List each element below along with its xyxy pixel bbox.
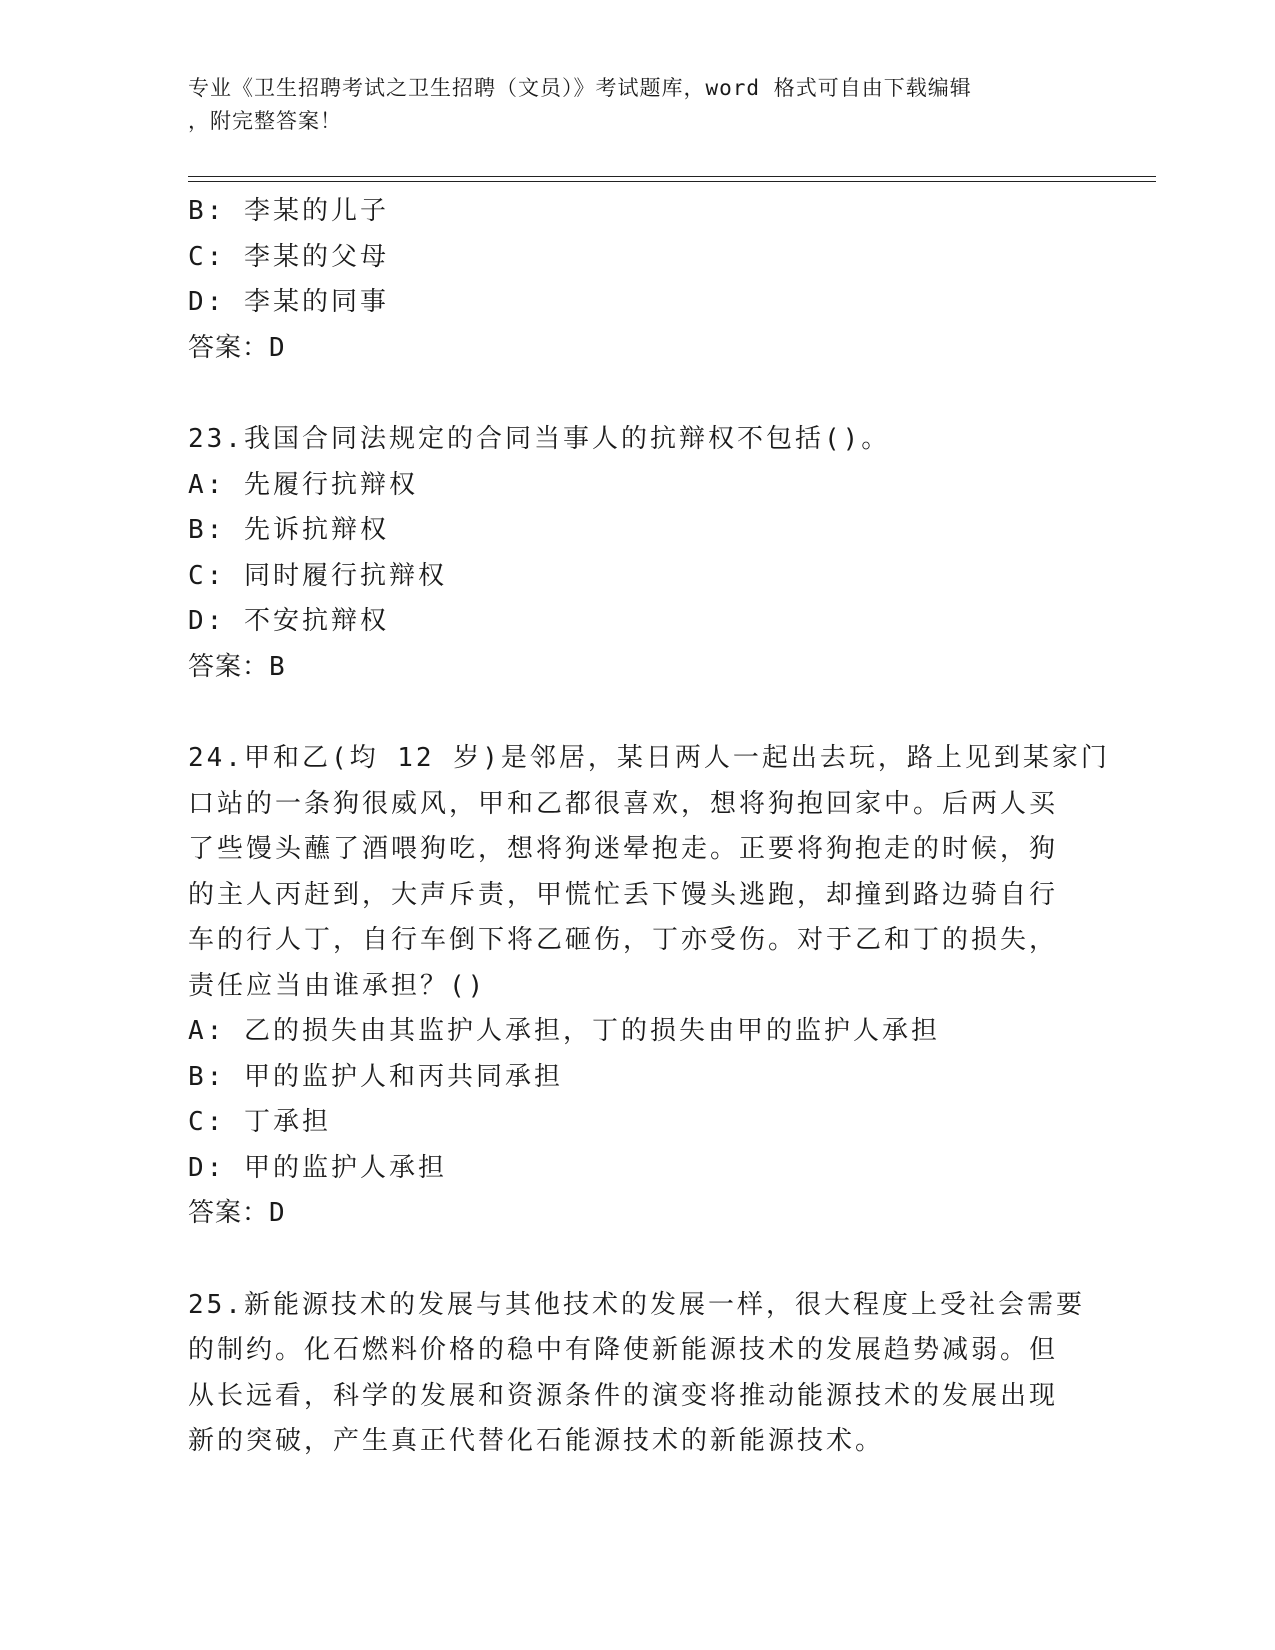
option-d: D: 李某的同事 <box>188 287 389 317</box>
question-stem-line: 的主人丙赶到，大声斥责，甲慌忙丢下馒头逃跑，却撞到路边骑自行 <box>188 879 1059 910</box>
question-stem: 23.我国合同法规定的合同当事人的抗辩权不包括()。 <box>188 424 891 454</box>
question-23 <box>188 417 1088 690</box>
option-a: A: 乙的损失由其监护人承担，丁的损失由甲的监护人承担 <box>188 1016 940 1046</box>
header-divider-bottom <box>188 181 1156 182</box>
question-24 <box>188 736 1110 1237</box>
question-stem-line: 了些馒头蘸了酒喂狗吃，想将狗迷晕抱走。正要将狗抱走的时候，狗 <box>188 834 1059 864</box>
question-stem-line: 车的行人丁，自行车倒下将乙砸伤，丁亦受伤。对于乙和丁的损失， <box>188 925 1059 955</box>
question-stem-line: 的制约。化石燃料价格的稳中有降使新能源技术的发展趋势减弱。但 <box>188 1335 1059 1365</box>
option-b: B: 先诉抗辩权 <box>188 515 389 545</box>
answer-label: 答案：D <box>188 1198 286 1228</box>
answer-label: 答案：D <box>188 332 286 363</box>
option-d: D: 甲的监护人承担 <box>188 1152 447 1183</box>
option-b: B: 甲的监护人和丙共同承担 <box>188 1061 563 1092</box>
question-stem-line: 25.新能源技术的发展与其他技术的发展一样，很大程度上受社会需要 <box>188 1289 1085 1320</box>
header-line-2: ，附完整答案！ <box>188 109 342 133</box>
header-line-1: 专业《卫生招聘考试之卫生招聘（文员）》考试题库，word 格式可自由下载编辑 <box>188 76 972 100</box>
option-a: A: 先履行抗辩权 <box>188 469 418 500</box>
option-c: C: 同时履行抗辩权 <box>188 560 447 591</box>
option-c: C: 丁承担 <box>188 1107 331 1137</box>
question-25 <box>188 1283 1088 1465</box>
option-c: C: 李某的父母 <box>188 241 389 272</box>
answer-label: 答案：B <box>188 651 286 682</box>
question-stem-line: 新的突破，产生真正代替化石能源技术的新能源技术。 <box>188 1426 885 1456</box>
question-stem-line: 从长远看，科学的发展和资源条件的演变将推动能源技术的发展出现 <box>188 1380 1059 1411</box>
option-d: D: 不安抗辩权 <box>188 606 389 636</box>
question-list <box>188 189 1110 1465</box>
question-stem-line: 24.甲和乙(均 12 岁)是邻居，某日两人一起出去玩，路上见到某家门 <box>188 743 1110 773</box>
option-b: B: 李某的儿子 <box>188 196 389 226</box>
question-22-continued <box>188 189 1088 371</box>
header-divider-top <box>188 176 1156 177</box>
document-header <box>188 72 1088 138</box>
question-stem-line: 口站的一条狗很威风，甲和乙都很喜欢，想将狗抱回家中。后两人买 <box>188 788 1059 819</box>
question-stem-line: 责任应当由谁承担？() <box>188 970 487 1001</box>
